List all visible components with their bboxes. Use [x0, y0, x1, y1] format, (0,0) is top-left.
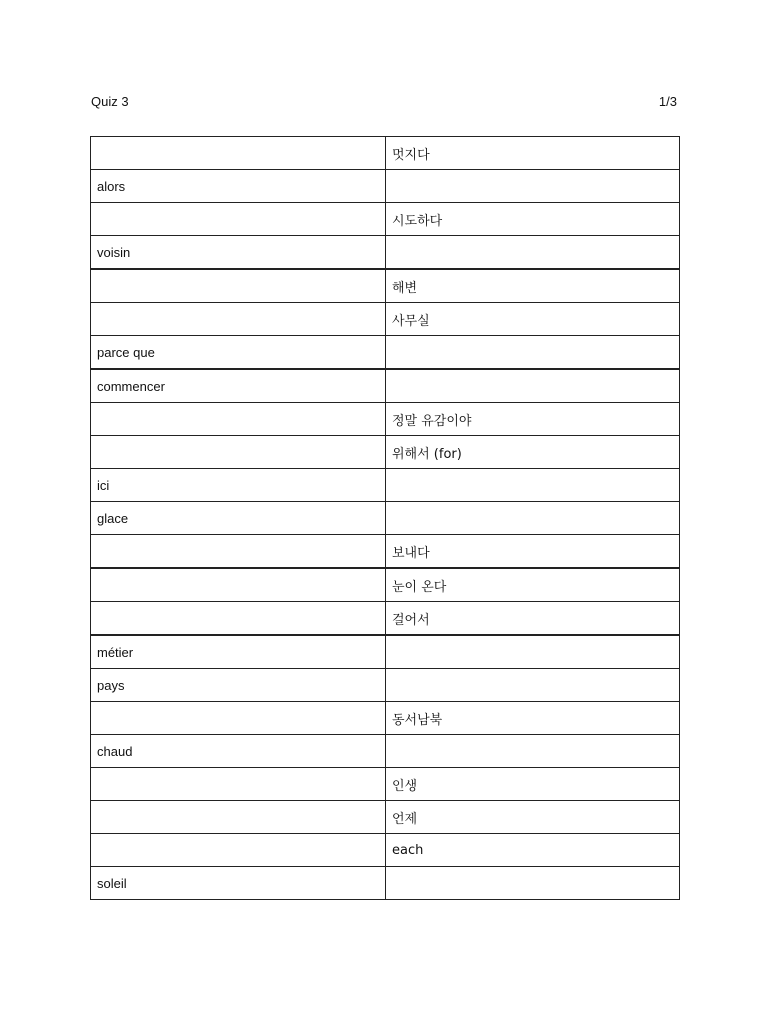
table-row — [91, 303, 680, 336]
table-row — [91, 834, 680, 867]
table-row — [91, 336, 680, 370]
french-word-cell: alors — [91, 170, 386, 203]
table-row — [91, 768, 680, 801]
french-word-cell: soleil — [91, 867, 386, 900]
french-word-cell — [91, 436, 386, 469]
french-word-cell — [91, 834, 386, 867]
korean-word-cell: 인생 — [386, 768, 680, 801]
table-row — [91, 801, 680, 834]
korean-word-cell — [386, 369, 680, 403]
korean-word-cell — [386, 469, 680, 502]
french-word-cell — [91, 303, 386, 336]
table-row — [91, 403, 680, 436]
korean-word-cell: 동서남북 — [386, 702, 680, 735]
table-row — [91, 469, 680, 502]
korean-word-cell — [386, 170, 680, 203]
korean-word-cell — [386, 236, 680, 270]
vocabulary-table-body — [91, 137, 680, 900]
french-word-cell: métier — [91, 635, 386, 669]
french-word-cell — [91, 702, 386, 735]
french-word-cell — [91, 137, 386, 170]
korean-word-cell: 사무실 — [386, 303, 680, 336]
korean-word-cell — [386, 735, 680, 768]
table-row — [91, 269, 680, 303]
french-word-cell — [91, 602, 386, 636]
korean-word-cell: 멋지다 — [386, 137, 680, 170]
french-word-cell: chaud — [91, 735, 386, 768]
korean-word-cell — [386, 669, 680, 702]
korean-word-cell — [386, 336, 680, 370]
table-row — [91, 602, 680, 636]
french-word-cell: parce que — [91, 336, 386, 370]
quiz-title: Quiz 3 — [91, 94, 129, 109]
french-word-cell — [91, 768, 386, 801]
korean-word-cell: 걸어서 — [386, 602, 680, 636]
table-row — [91, 702, 680, 735]
korean-word-cell: 정말 유감이야 — [386, 403, 680, 436]
table-row — [91, 203, 680, 236]
french-word-cell — [91, 203, 386, 236]
table-row — [91, 535, 680, 569]
french-word-cell: voisin — [91, 236, 386, 270]
table-row — [91, 369, 680, 403]
french-word-cell — [91, 568, 386, 602]
korean-word-cell — [386, 867, 680, 900]
korean-word-cell: 보내다 — [386, 535, 680, 569]
table-row — [91, 502, 680, 535]
korean-word-cell: 눈이 온다 — [386, 568, 680, 602]
french-word-cell: glace — [91, 502, 386, 535]
french-word-cell — [91, 269, 386, 303]
table-row — [91, 236, 680, 270]
french-word-cell: ici — [91, 469, 386, 502]
table-row — [91, 669, 680, 702]
page-number: 1/3 — [658, 94, 677, 109]
table-row — [91, 867, 680, 900]
table-row — [91, 735, 680, 768]
vocabulary-table — [90, 136, 680, 900]
korean-word-cell: 위해서 (for) — [386, 436, 680, 469]
table-row — [91, 436, 680, 469]
french-word-cell — [91, 535, 386, 569]
korean-word-cell — [386, 502, 680, 535]
korean-word-cell: each — [386, 834, 680, 867]
korean-word-cell — [386, 635, 680, 669]
korean-word-cell: 시도하다 — [386, 203, 680, 236]
french-word-cell: pays — [91, 669, 386, 702]
korean-word-cell: 언제 — [386, 801, 680, 834]
table-row — [91, 568, 680, 602]
table-row — [91, 170, 680, 203]
table-row — [91, 137, 680, 170]
korean-word-cell: 해변 — [386, 269, 680, 303]
french-word-cell — [91, 801, 386, 834]
table-row — [91, 635, 680, 669]
french-word-cell: commencer — [91, 369, 386, 403]
french-word-cell — [91, 403, 386, 436]
